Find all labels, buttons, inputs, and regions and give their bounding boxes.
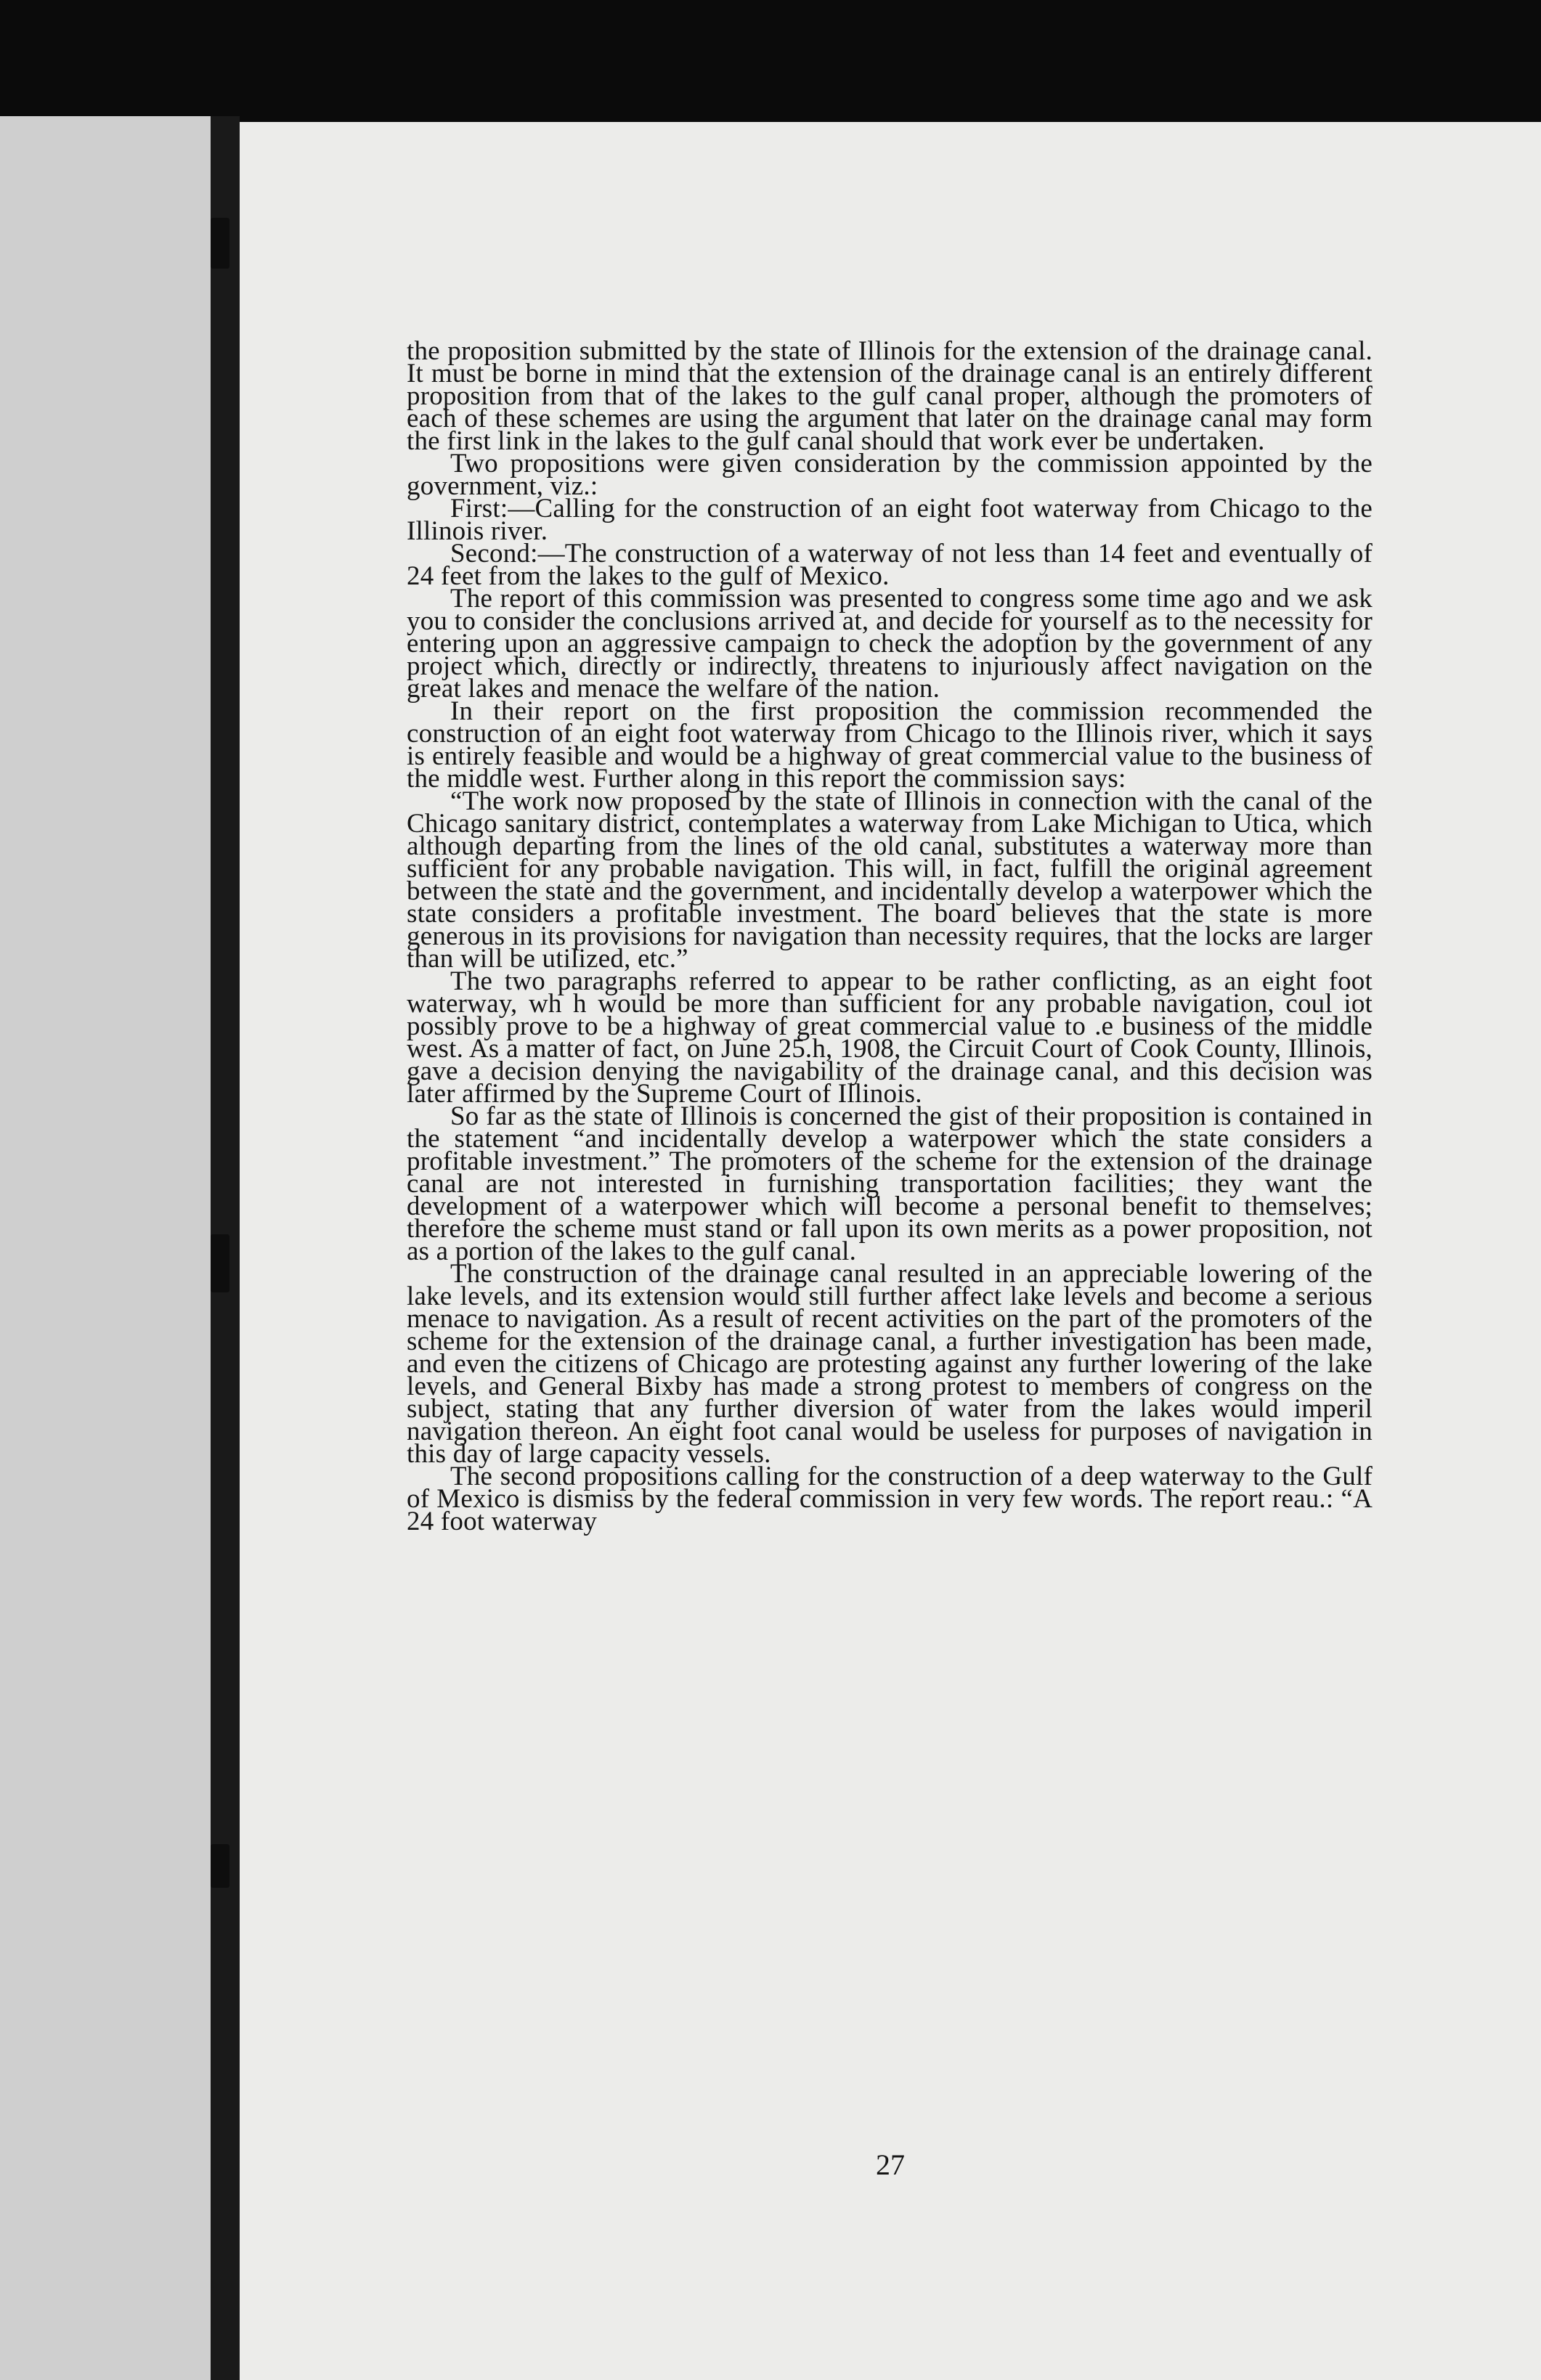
left-page-edge [0,116,215,2380]
paragraph: Second:—The construction of a waterway of not less than 14 feet and eventually of 24 feet from the lakes to the gulf of Mexico. [407,539,1373,591]
paragraph: The report of this commission was presented to congress some time ago and we ask you to consider the conclusions arrived at, and decide for yourself as to the necessity for entering upon an aggressive campaign to check the adoption by the government of any project which, directly or indirectly, threatens to injuriously affect navigation on the great lakes and menace the welfare of the nation. [407,584,1373,704]
page-number: 27 [876,2148,905,2181]
quoted-paragraph: “The work now proposed by the state of Illinois in connection with the canal of the Chicago sanitary district, contemplates a waterway from Lake Michigan to Utica, which although departing from the lines of the old canal, substitutes a waterway more than sufficient for any probable navigation. This will, in fact, fulfill the original agreement between the state and the government, and incidentally develop a waterpower which the state considers a profitable investment. The board believes that the state is more generous in its provisions for navigation than necessity requires, that the locks are larger than will be utilized, etc.” [407,786,1373,974]
paragraph: The second propositions calling for the construction of a deep waterway to the Gulf of Mexico is dismiss by the federal commission in very few words. The report reau.: “A 24 foot waterway [407,1462,1373,1536]
paragraph: First:—Calling for the construction of an eight foot waterway from Chicago to the Illinois river. [407,494,1373,546]
body-text [407,336,1373,1536]
binding-mark [211,1234,229,1292]
binding-mark [211,1844,229,1888]
document-page [240,122,1541,2380]
paragraph: Two propositions were given consideration by the commission appointed by the government, viz.: [407,449,1373,501]
binding-mark [211,218,229,269]
paragraph: The two paragraphs referred to appear to be rather conflicting, as an eight foot waterway, wh h would be more than sufficient for any probable navigation, coul iot possibly prove to be a highway of great commercial value to .e business of the middle west. As a matter of fact, on June 25.h, 1908, the Circuit Court of Cook County, Illinois, gave a decision denying the navigability of the drainage canal, and this decision was later affirmed by the Supreme Court of Illinois. [407,966,1373,1109]
paragraph: The construction of the drainage canal resulted in an appreciable lowering of the lake levels, and its extension would still further affect lake levels and become a serious menace to navigation. As a result of recent activities on the part of the promoters of the scheme for the extension of the drainage canal, a further investigation has been made, and even the citizens of Chicago are protesting against any further lowering of the lake levels, and General Bixby has made a strong protest to members of congress on the subject, stating that any further diversion of water from the lakes would imperil navigation thereon. An eight foot canal would be useless for purposes of navigation in this day of large capacity vessels. [407,1259,1373,1469]
paragraph: In their report on the first proposition the commission recommended the construction of an eight foot waterway from Chicago to the Illinois river, which it says is entirely feasible and would be a highway of great commercial value to the business of the middle west. Further along in this report the commission says: [407,696,1373,794]
paragraph: the proposition submitted by the state of Illinois for the extension of the drainage canal. It must be borne in mind that the extension of the drainage canal is an entirely different proposition from that of the lakes to the gulf canal proper, although the promoters of each of these schemes are using the argument that later on the drainage canal may form the first link in the lakes to the gulf canal should that work ever be undertaken. [407,336,1373,456]
paragraph: So far as the state of Illinois is concerned the gist of their proposition is contained in the statement “and incidentally develop a waterpower which the state considers a profitable investment.” The promoters of the scheme for the extension of the drainage canal are not interested in furnishing transportation facilities; they want the development of a waterpower which will become a personal benefit to themselves; therefore the scheme must stand or fall upon its own merits as a power proposition, not as a portion of the lakes to the gulf canal. [407,1101,1373,1266]
